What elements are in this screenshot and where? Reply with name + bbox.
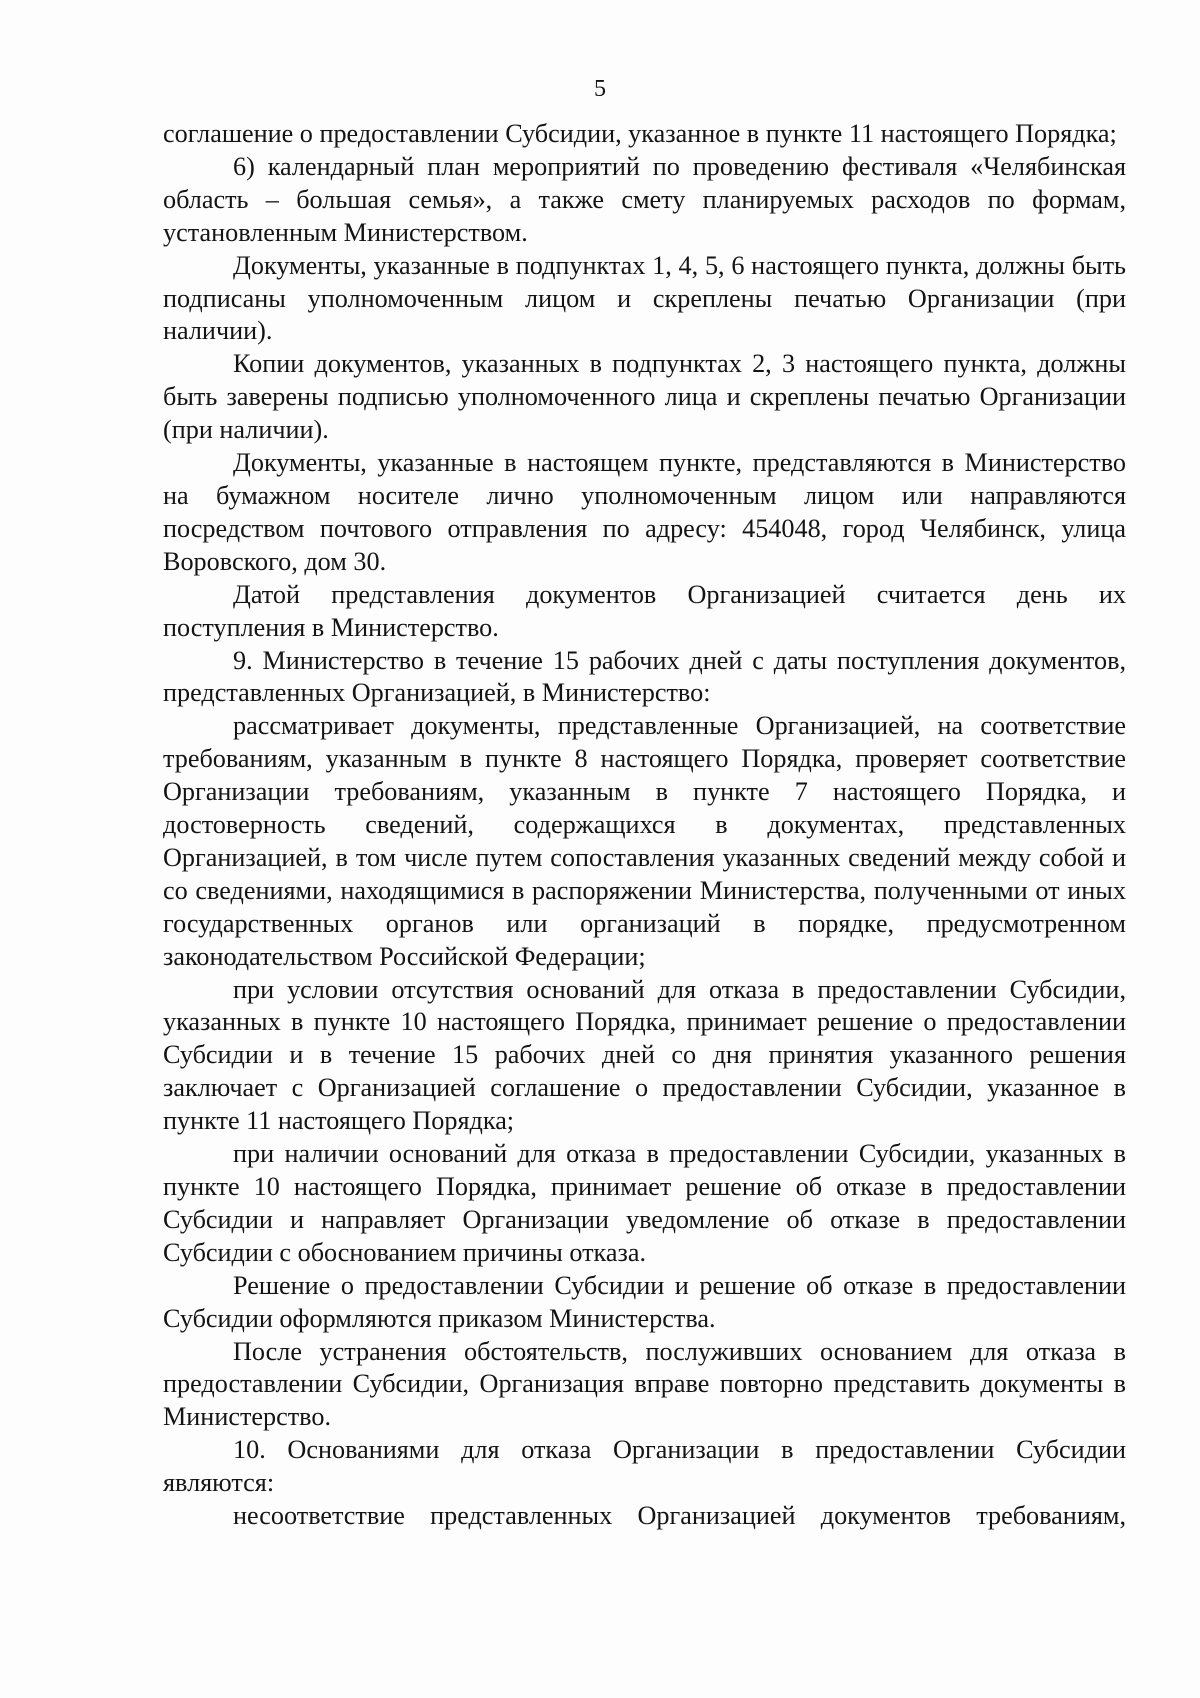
paragraph: Решение о предоставлении Субсидии и решение об отказе в предоставлении Субсидии оформляются приказом Министерства. [163,1270,1126,1333]
paragraph: несоответствие представленных Организацией документов требованиям, [233,1501,1126,1531]
paragraph: 10. Основаниями для отказа Организации в предоставлении Субсидии являются: [163,1435,1126,1498]
document-body [163,118,1126,1533]
paragraph: Документы, указанные в настоящем пункте, представляются в Министерство на бумажном носителе лично уполномоченным лицом или направляются посредством почтового отправления по адресу: 454048, город Челябинск, улица Воровского, дом 30. [163,448,1126,576]
paragraph: Документы, указанные в подпунктах 1, 4, 5, 6 настоящего пункта, должны быть подписаны уполномоченным лицом и скреплены печатью Организации (при наличии). [163,250,1126,346]
paragraph: После устранения обстоятельств, послуживших основанием для отказа в предоставлении Субсидии, Организация вправе повторно представить документы в Министерство. [163,1336,1126,1432]
paragraph: соглашение о предоставлении Субсидии, указанное в пункте 11 настоящего Порядка; [163,119,1117,148]
paragraph: 6) календарный план мероприятий по проведению фестиваля «Челябинская область – большая семья», а также смету планируемых расходов по формам, установленным Министерством. [163,151,1126,247]
paragraph: рассматривает документы, представленные Организацией, на соответствие требованиям, указанным в пункте 8 настоящего Порядка, проверяет соответствие Организации требованиям, указанным в пункте 7 настоящего Порядка, и достоверность сведений, содержащихся в документах, представленных Организацией, в том числе путем сопоставления указанных сведений между собой и со сведениями, находящимися в распоряжении Министерства, полученными от иных государственных органов или организаций в порядке, предусмотренном законодательством Российской Федерации; [163,711,1126,971]
paragraph: при условии отсутствия оснований для отказа в предоставлении Субсидии, указанных в пункте 10 настоящего Порядка, принимает решение о предоставлении Субсидии и в течение 15 рабочих дней со дня принятия указанного решения заключает с Организацией соглашение о предоставлении Субсидии, указанное в пункте 11 настоящего Порядка; [163,974,1126,1136]
paragraph: при наличии оснований для отказа в предоставлении Субсидии, указанных в пункте 10 настоящего Порядка, принимает решение об отказе в предоставлении Субсидии и направляет Организации уведомление об отказе в предоставлении Субсидии с обоснованием причины отказа. [163,1139,1126,1267]
paragraph: Копии документов, указанных в подпунктах 2, 3 настоящего пункта, должны быть заверены подписью уполномоченного лица и скреплены печатью Организации (при наличии). [163,349,1126,445]
paragraph: 9. Министерство в течение 15 рабочих дней с даты поступления документов, представленных Организацией, в Министерство: [163,645,1126,708]
page-number: 5 [594,76,606,102]
paragraph: Датой представления документов Организацией считается день их поступления в Министерство. [163,579,1126,642]
